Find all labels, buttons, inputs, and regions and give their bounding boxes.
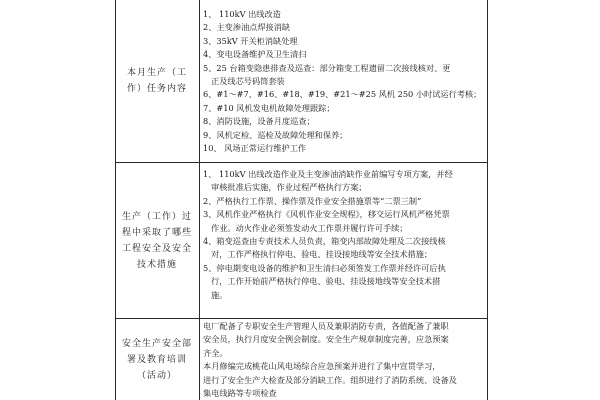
list-item: 3、风机作业严格执行《风机作业安全规程》，移交运行风机严格凭票 [203, 209, 450, 220]
row-label-tasks: 本月生产（工作）任务内容 [126, 68, 187, 94]
list-item: 5、停电期变电设备的维护和卫生清扫必须签发工作票并经许可后执 [203, 262, 446, 273]
table-row [115, 163, 488, 318]
paragraph-line: 进行了安全生产大检查及部分消缺工作。组织进行了消防系统、设备及 [203, 374, 457, 385]
list-item: 5、25 台箱变隐患排查及巡查：部分箱变工程遗留二次接线核对、更 [203, 62, 451, 73]
table-row [115, 319, 488, 400]
table-row [115, 0, 488, 162]
list-item: 1、 110kV 出线改造 [203, 9, 281, 19]
report-table [115, 0, 488, 400]
list-item: 行，工作开始前严格执行停电、验电、挂设接地线等安全技术措 [211, 276, 441, 287]
row-label-training: 安全生产安全部署及教育培训（活动） [122, 338, 193, 381]
list-item: 对，工作严格执行停电、验电、挂设接地线等安全技术措施； [211, 249, 433, 260]
row-content-tasks [203, 8, 486, 155]
list-item: 10、 风场正常运行维护工作 [203, 143, 307, 154]
row-content-safety-measures [203, 168, 486, 302]
list-item: 审核批准后实施，作业过程严格执行方案； [211, 182, 367, 193]
list-item: 正及线芯号码筒套装 [211, 76, 285, 87]
paragraph-line: 齐全。 [203, 347, 228, 358]
list-item: 2、严格执行工作票、操作票及作业安全措施票等“二票三制” [203, 195, 422, 206]
row-label-safety-measures: 生产（工作）过程中采取了哪些工程安全及安全技术措施 [122, 211, 193, 270]
list-item: 3、35kV 开关柜消缺处理 [203, 35, 298, 46]
list-item: 4、箱变巡查由专责技术人员负责，箱变内部故障处理及二次接线核 [203, 236, 446, 247]
paragraph-line: 电厂配备了专职安全生产管理人员及兼职消防专责，各值配备了兼职 [203, 321, 449, 331]
row-content-training [203, 320, 486, 400]
list-item: 8、消防设施，设备月度巡查； [203, 116, 315, 127]
list-item: 作业。动火作业必须签发动火工作票并履行许可手续； [211, 222, 408, 233]
list-item: 9、风机定检、巡检及故障处理和保养； [203, 129, 348, 140]
list-item: 施。 [211, 289, 228, 300]
list-item: 2、主变渗油点焊接消缺 [203, 22, 291, 33]
paragraph-line: 集电线路等专项检查 [203, 388, 277, 399]
list-item: 6、#1～#7、#16、#18、#19、#21～#25 风机 250 小时试运行考核； [203, 89, 482, 100]
list-item: 4、变电设备维护及卫生清扫 [203, 49, 307, 60]
paragraph-line: 安全员，执行月度安全例会制度。安全生产规章制度完善，应急预案 [203, 334, 449, 345]
paragraph-line: 本月修编完成桃花山风电场综合应急预案并进行了集中宣贯学习， [203, 361, 441, 372]
list-item: 1、 110kV 出线改造作业及主变渗油消缺作业前编写专项方案，并经 [203, 169, 453, 179]
list-item: 7、#10 风机发电机故障处理跟踪； [203, 102, 335, 113]
